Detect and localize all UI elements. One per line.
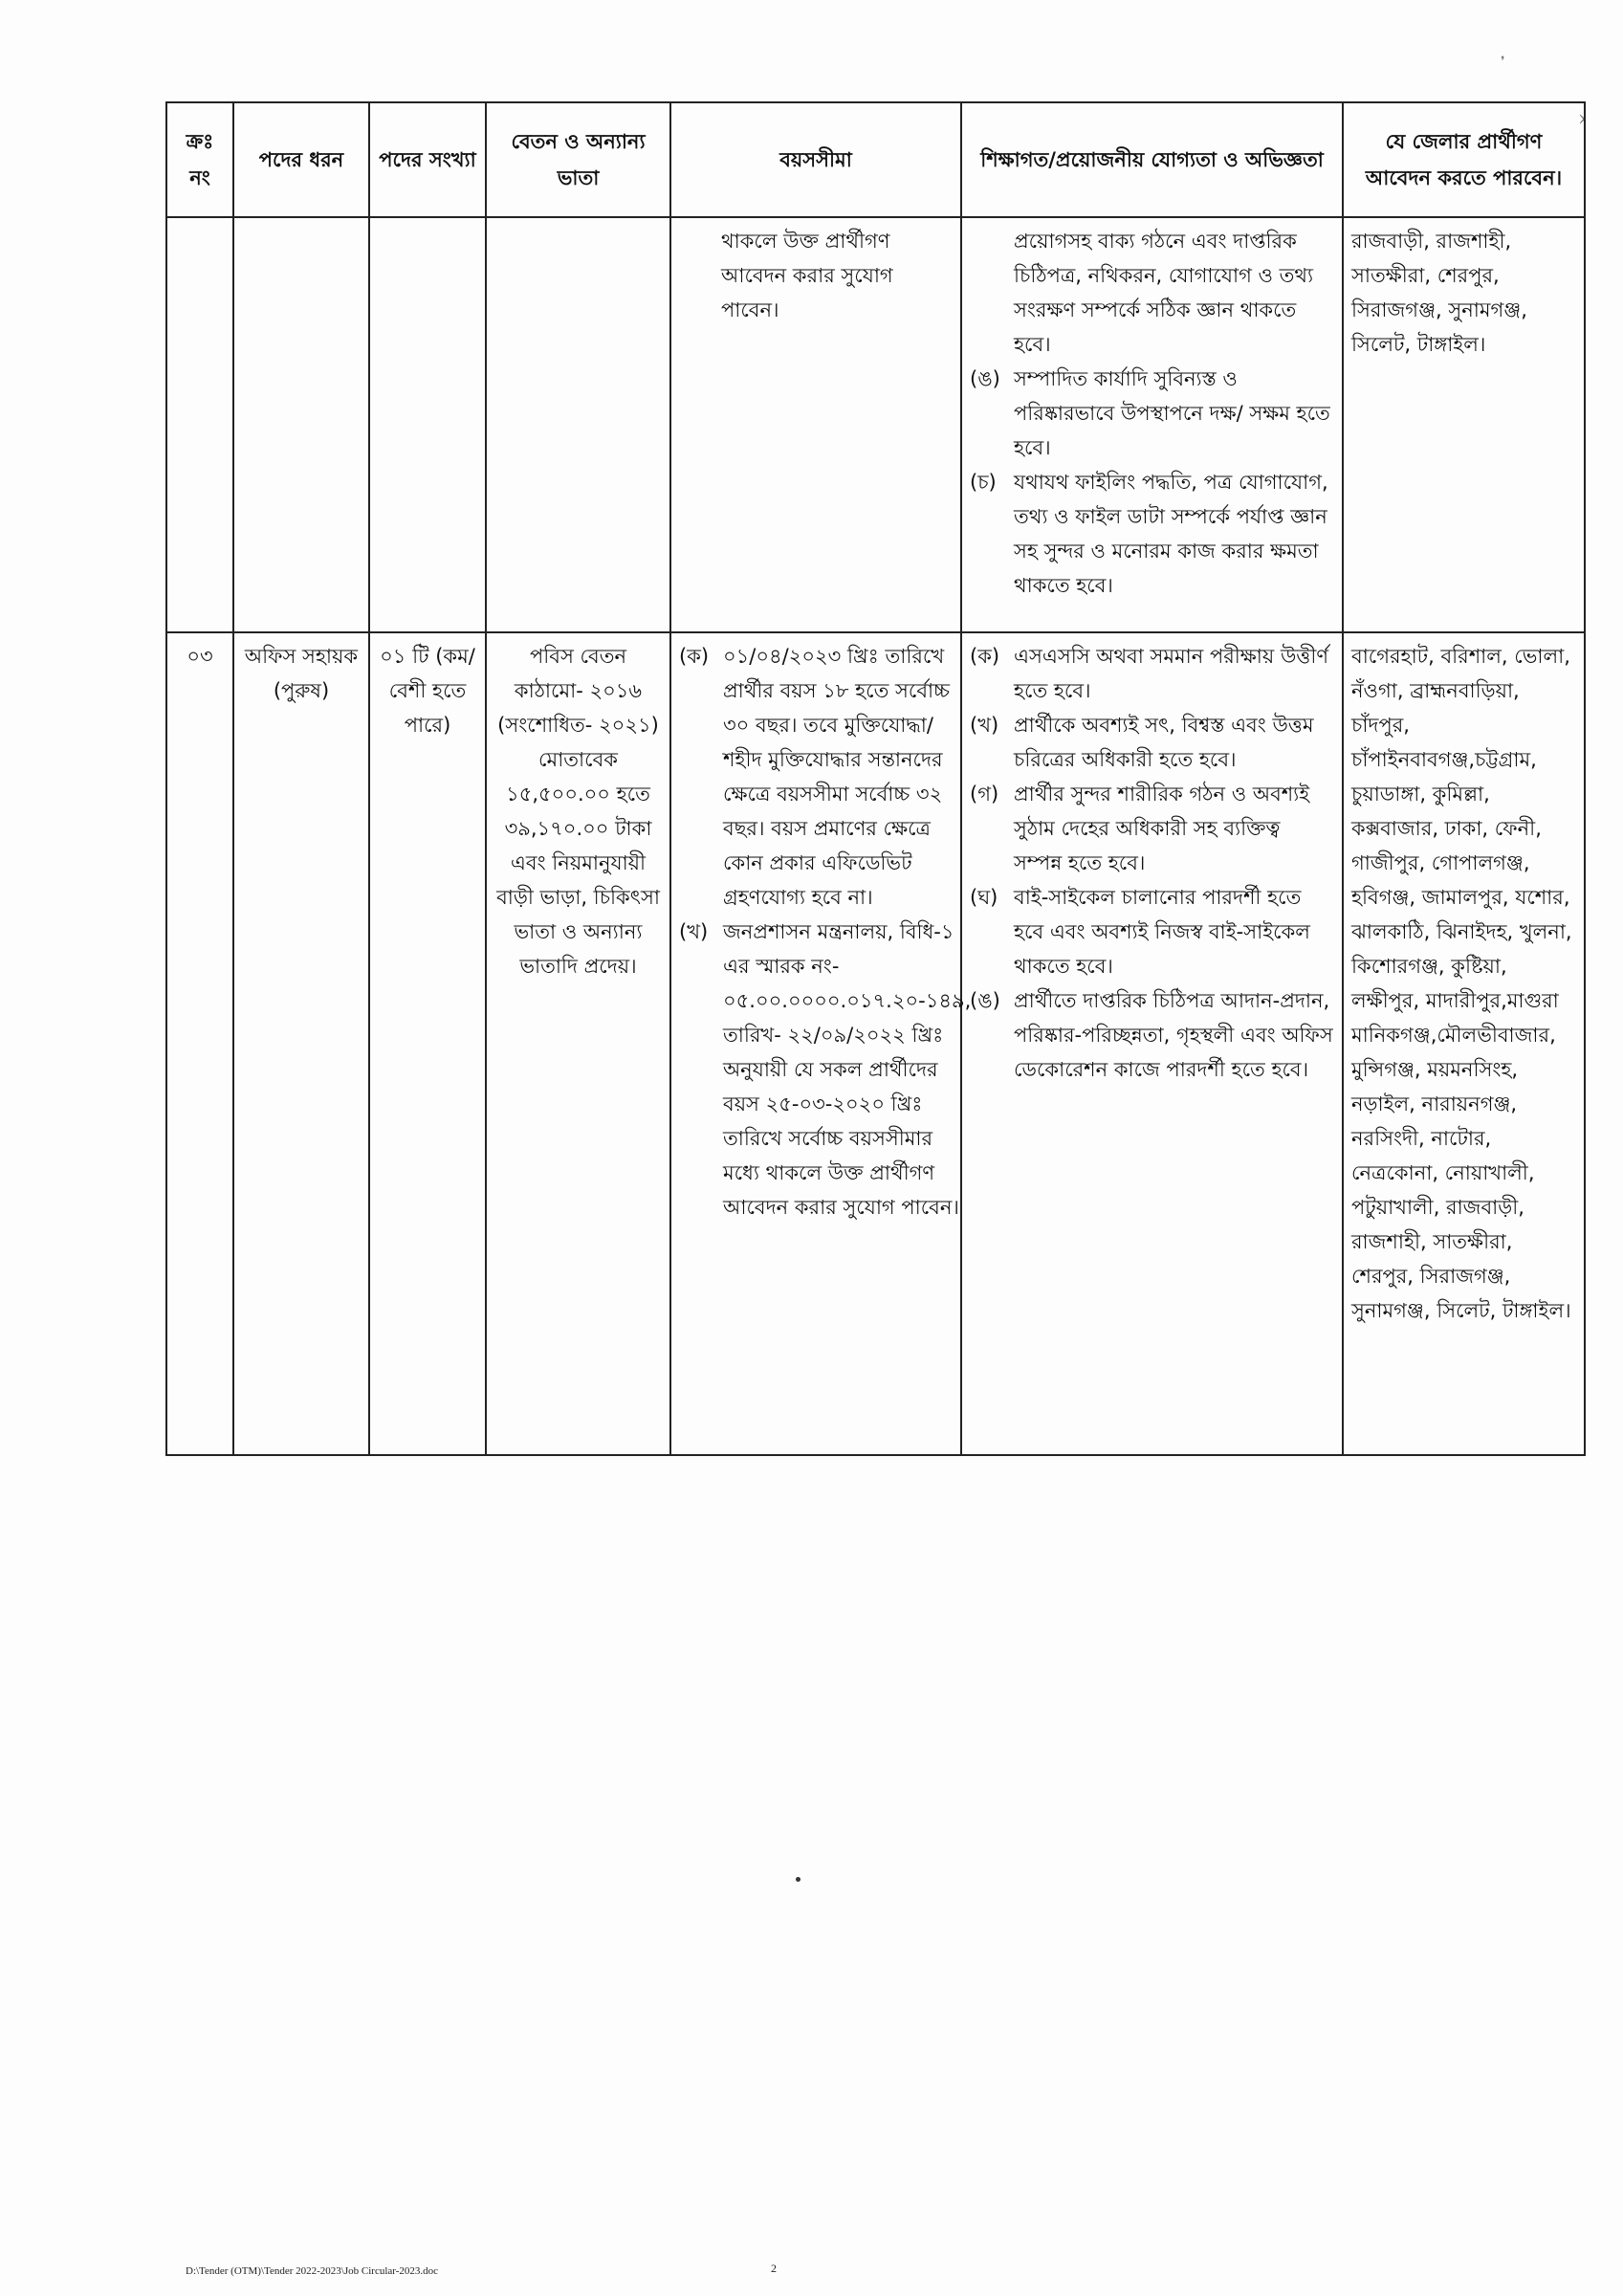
cell-age [670, 632, 972, 1455]
item-label: (ক) [679, 645, 710, 668]
list-item [970, 983, 1334, 1087]
cell-qualification [961, 632, 1343, 1455]
list-item [970, 362, 1334, 465]
header-post: পদের ধরন [233, 102, 369, 217]
list-item [970, 639, 1334, 708]
footer-file-path: D:\Tender (OTM)\Tender 2022-2023\Job Circular-2023.doc [186, 2265, 439, 2277]
cell-count [369, 217, 486, 632]
header-districts: যে জেলার প্রার্থীগণ আবেদন করতে পারবেন। [1343, 102, 1585, 217]
item-text: বাই-সাইকেল চালানোর পারদর্শী হতে হবে এবং অবশ্যই নিজস্ব বাই-সাইকেল থাকতে হবে। [1014, 886, 1310, 978]
item-label: (ঘ) [970, 886, 998, 909]
item-label: (গ) [970, 783, 999, 806]
cell-age [670, 217, 961, 632]
cell-count: ০১ টি (কম/ বেশী হতে পারে) [369, 632, 486, 1455]
list-item [970, 465, 1334, 603]
cell-serial [166, 217, 233, 632]
table-row [166, 217, 1585, 632]
scan-dot [796, 1877, 801, 1882]
footer-page-number: 2 [771, 2262, 777, 2275]
item-text: সম্পাদিত কার্যাদি সুবিন্যস্ত ও পরিষ্কারভাবে উপস্থাপনে দক্ষ/ সক্ষম হতে হবে। [1014, 367, 1330, 459]
cell-districts: বাগেরহাট, বরিশাল, ভোলা, নঁওগা, ব্রাহ্মনবাড়িয়া, চাঁদপুর, চাঁপাইনবাবগঞ্জ,চট্টগ্রাম, চুয়াডাঙ্গা, কুমিল্লা, কক্সবাজার, ঢাকা, ফেনী, গাজীপুর, গোপালগঞ্জ, হবিগঞ্জ, জামালপুর, যশোর, ঝালকাঠি, ঝিনাইদহ, খুলনা, কিশোরগঞ্জ, কুষ্টিয়া, লক্ষীপুর, মাদারীপুর,মাগুরা মানিকগঞ্জ,মৌলভীবাজার, মুন্সিগঞ্জ, ময়মনসিংহ, নড়াইল, নারায়নগঞ্জ, নরসিংদী, নাটোর, নেত্রকোনা, নোয়াখালী, পটুয়াখালী, রাজবাড়ী, রাজশাহী, সাতক্ষীরা, শেরপুর, সিরাজগঞ্জ, সুনামগঞ্জ, সিলেট, টাঙ্গাইল। [1343, 632, 1585, 1455]
job-circular-table [165, 101, 1586, 1456]
table-header-row [166, 102, 1585, 217]
item-label: (চ) [970, 471, 997, 494]
item-label: (খ) [679, 920, 709, 943]
item-text: এসএসসি অথবা সমমান পরীক্ষায় উত্তীর্ণ হতে হবে। [1014, 645, 1329, 702]
cell-post [233, 217, 369, 632]
item-label: (ক) [970, 645, 1000, 668]
qualification-continued-text: প্রয়োগসহ বাক্য গঠনে এবং দাপ্তরিক চিঠিপত্র, নথিকরন, যোগাযোগ ও তথ্য সংরক্ষণ সম্পর্কে সঠিক জ্ঞান থাকতে হবে। [1014, 230, 1314, 356]
item-text: জনপ্রশাসন মন্ত্রনালয়, বিধি-১ এর স্মারক নং- ০৫.০০.০০০০.০১৭.২০-১৪৯, তারিখ- ২২/০৯/২০২২ খ্রিঃ অনুযায়ী যে সকল প্রার্থীদের বয়স ২৫-০৩-২০২০ খ্রিঃ তারিখে সর্বোচ্চ বয়সসীমার মধ্যে থাকলে উক্ত প্রার্থীগণ আবেদন করার সুযোগ পাবেন। [723, 920, 972, 1219]
list-item [679, 639, 953, 915]
item-text: ০১/০৪/২০২৩ খ্রিঃ তারিখে প্রার্থীর বয়স ১৮ হতে সর্বোচ্চ ৩০ বছর। তবে মুক্তিযোদ্ধা/শহীদ মুক্তিযোদ্ধার সন্তানদের ক্ষেত্রে বয়সসীমা সর্বোচ্চ ৩২ বছর। বয়স প্রমাণের ক্ষেত্রে কোন প্রকার এফিডেভিট গ্রহণযোগ্য হবে না। [723, 645, 950, 909]
list-item [679, 915, 972, 1225]
list-item [970, 777, 1334, 880]
item-text: যথাযথ ফাইলিং পদ্ধতি, পত্র যোগাযোগ, তথ্য ও ফাইল ডাটা সম্পর্কে পর্যাপ্ত জ্ঞান সহ সুন্দর ও মনোরম কাজ করার ক্ষমতা থাকতে হবে। [1014, 471, 1328, 597]
header-age: বয়সসীমা [670, 102, 961, 217]
item-text: প্রার্থীকে অবশ্যই সৎ, বিশ্বস্ত এবং উত্তম চরিত্রের অধিকারী হতে হবে। [1014, 714, 1314, 771]
item-text: প্রার্থীতে দাপ্তরিক চিঠিপত্র আদান-প্রদান, পরিষ্কার-পরিচ্ছন্নতা, গৃহস্থলী এবং অফিস ডেকোরেশন কাজে পারদর্শী হতে হবে। [1014, 989, 1333, 1081]
cell-districts: রাজবাড়ী, রাজশাহী, সাতক্ষীরা, শেরপুর, সিরাজগঞ্জ, সুনামগঞ্জ, সিলেট, টাঙ্গাইল। [1343, 217, 1585, 632]
header-serial: ক্রঃ নং [166, 102, 233, 217]
scan-mark: ᾿ [1498, 54, 1507, 77]
item-text: প্রার্থীর সুন্দর শারীরিক গঠন ও অবশ্যই সুঠাম দেহের অধিকারী সহ ব্যক্তিত্ব সম্পন্ন হতে হবে। [1014, 783, 1310, 874]
cell-qualification [961, 217, 1343, 632]
cell-salary: পবিস বেতন কাঠামো- ২০১৬ (সংশোধিত- ২০২১) মোতাবেক ১৫,৫০০.০০ হতে ৩৯,১৭০.০০ টাকা এবং নিয়মানুযায়ী বাড়ী ভাড়া, চিকিৎসা ভাতা ও অন্যান্য ভাতাদি প্রদেয়। [486, 632, 670, 1455]
item-label: (খ) [970, 714, 999, 737]
cell-post: অফিস সহায়ক (পুরুষ) [233, 632, 369, 1455]
header-qualification: শিক্ষাগত/প্রয়োজনীয় যোগ্যতা ও অভিজ্ঞতা [961, 102, 1343, 217]
age-continued-text: থাকলে উক্ত প্রার্থীগণ আবেদন করার সুযোগ পাবেন। [721, 230, 893, 321]
scan-mark: › [1578, 107, 1587, 131]
cell-salary [486, 217, 670, 632]
item-label: (ঙ) [970, 367, 1000, 390]
table-row [166, 632, 1585, 1455]
header-count: পদের সংখ্যা [369, 102, 486, 217]
list-item [970, 880, 1334, 983]
cell-serial: ০৩ [166, 632, 233, 1455]
list-item [970, 708, 1334, 777]
header-salary: বেতন ও অন্যান্য ভাতা [486, 102, 670, 217]
item-label: (ঙ) [970, 989, 1000, 1012]
